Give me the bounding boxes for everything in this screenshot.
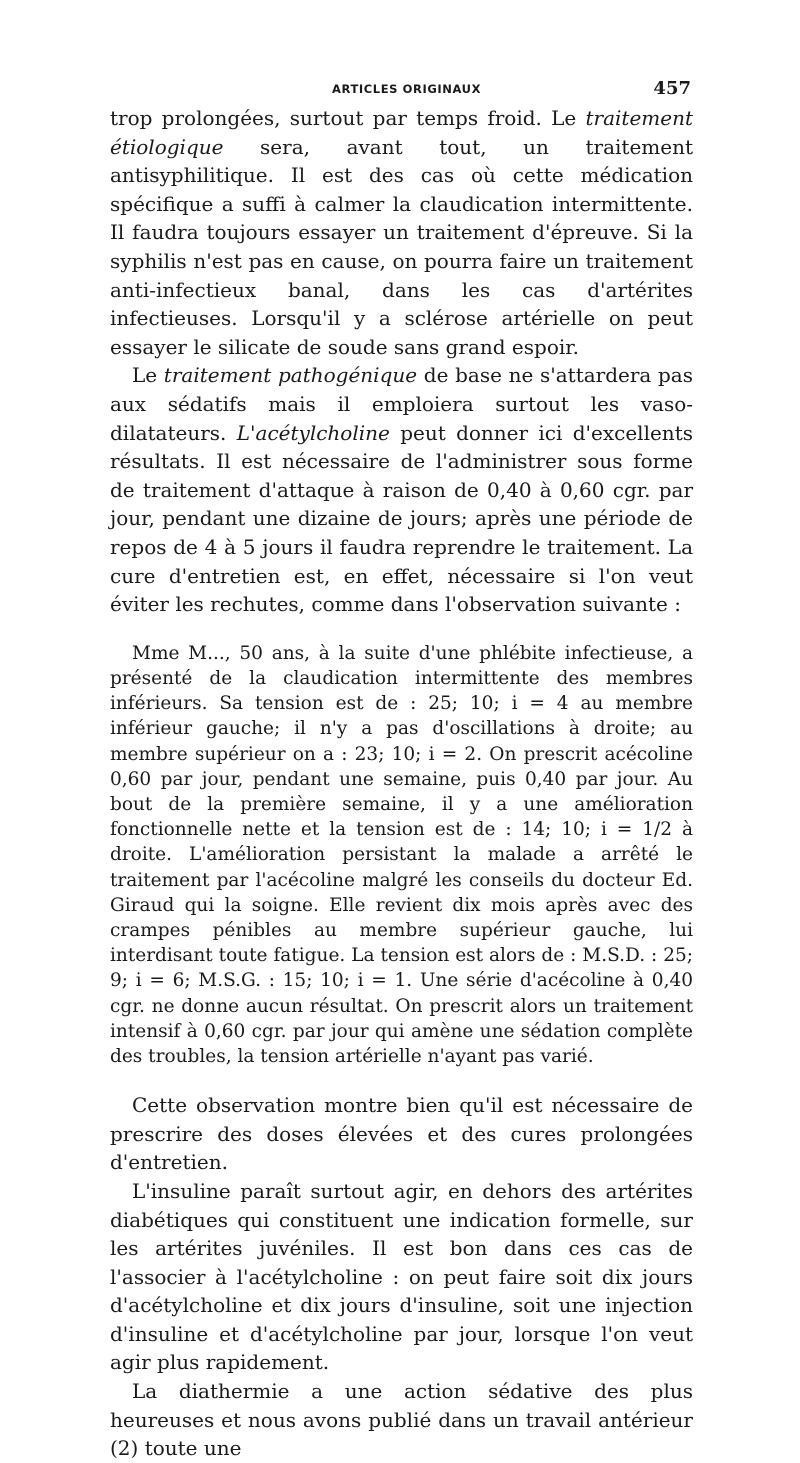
paragraph-insulin: L'insuline paraît surtout agir, en dehors des artérites diabétiques qui constituent une indication formelle, sur les artérites juvéniles. Il est bon dans ces cas de l'associer à l'acétylcholine : on peut faire soit dix jours d'acétylcholine et dix jours d'insuline, soit une injection d'insuline et d'acétylcholine par jour, lorsque l'on veut agir plus rapidement. xyxy=(110,1178,693,1375)
page xyxy=(110,78,693,1463)
observation-text: Mme M..., 50 ans, à la suite d'une phlébite infectieuse, a présenté de la claudication intermittente des membres inférieurs. Sa tension est de : 25; 10; i = 4 au membre inférieur gauche; il n'y a pas d'oscillations à droite; au membre supérieur on a : 23; 10; i = 2. On prescrit acécoline 0,60 par jour, pendant une semaine, puis 0,40 par jour. Au bout de la première semaine, il y a une amélioration fonctionnelle nette et la tension est de : 14; 10; i = 1/2 à droite. L'amélioration persistant la malade a arrêté le traitement par l'acécoline malgré les conseils du docteur Ed. Giraud qui la soigne. Elle revient dix mois après avec des crampes pénibles au membre supérieur gauche, lui interdisant toute fatigue. La tension est alors de : M.S.D. : 25; 9; i = 6; M.S.G. : 15; 10; i = 1. Une série d'acécoline à 0,40 cgr. ne donne aucun résultat. On prescrit alors un traitement intensif à 0,60 cgr. par jour qui amène une sédation complète des troubles, la tension artérielle n'ayant pas varié. xyxy=(110,642,693,1067)
text-run: trop prolongées, surtout par temps froid. Le xyxy=(110,106,586,130)
text-run: sera, avant tout, un traitement antisyphilitique. Il est des cas où cette médication spécifique a suffi à calmer la claudication intermittente. Il faudra toujours essayer un traitement d'épreuve. Si la syphilis n'est pas en cause, on pourra faire un traitement anti-infectieux banal, dans les cas d'artérites infectieuses. Lorsqu'il y a sclérose artérielle on peut essayer le silicate de soude sans grand espoir. xyxy=(110,134,693,359)
paragraph-etiologic-treatment xyxy=(110,104,693,361)
italic-term: L'acétylcholine xyxy=(236,420,390,445)
italic-term: traitement étiologique xyxy=(110,106,693,159)
case-observation xyxy=(110,641,693,1069)
body-text-continued xyxy=(110,1091,693,1463)
paragraph-observation-conclusion: Cette observation montre bien qu'il est nécessaire de prescrire des doses élevées et des cures prolongées d'entretien. xyxy=(110,1093,693,1175)
body-text xyxy=(110,104,693,619)
text-run: peut donner ici d'excellents résultats. Il est nécessaire de l'administrer sous forme de traitement d'attaque à raison de 0,40 à 0,60 cgr. par jour, pendant une dizaine de jours; après une période de repos de 4 à 5 jours il faudra reprendre le traitement. La cure d'entretien est, en effet, nécessaire si l'on veut éviter les rechutes, comme dans l'observation suivante : xyxy=(110,420,693,617)
italic-term: traitement pathogénique xyxy=(163,363,418,388)
paragraph-pathogenic-treatment xyxy=(110,361,693,618)
running-head xyxy=(110,78,693,104)
text-run: de base ne s'attardera pas aux sédatifs mais il emploiera surtout les vaso-dilatateurs. xyxy=(110,363,693,445)
page-number: 457 xyxy=(653,78,691,99)
paragraph-diathermy: La diathermie a une action sédative des plus heureuses et nous avons publié dans un travail antérieur (2) toute une xyxy=(110,1379,693,1461)
text-run: Le xyxy=(132,363,164,388)
running-title: ARTICLES ORIGINAUX xyxy=(332,82,482,96)
